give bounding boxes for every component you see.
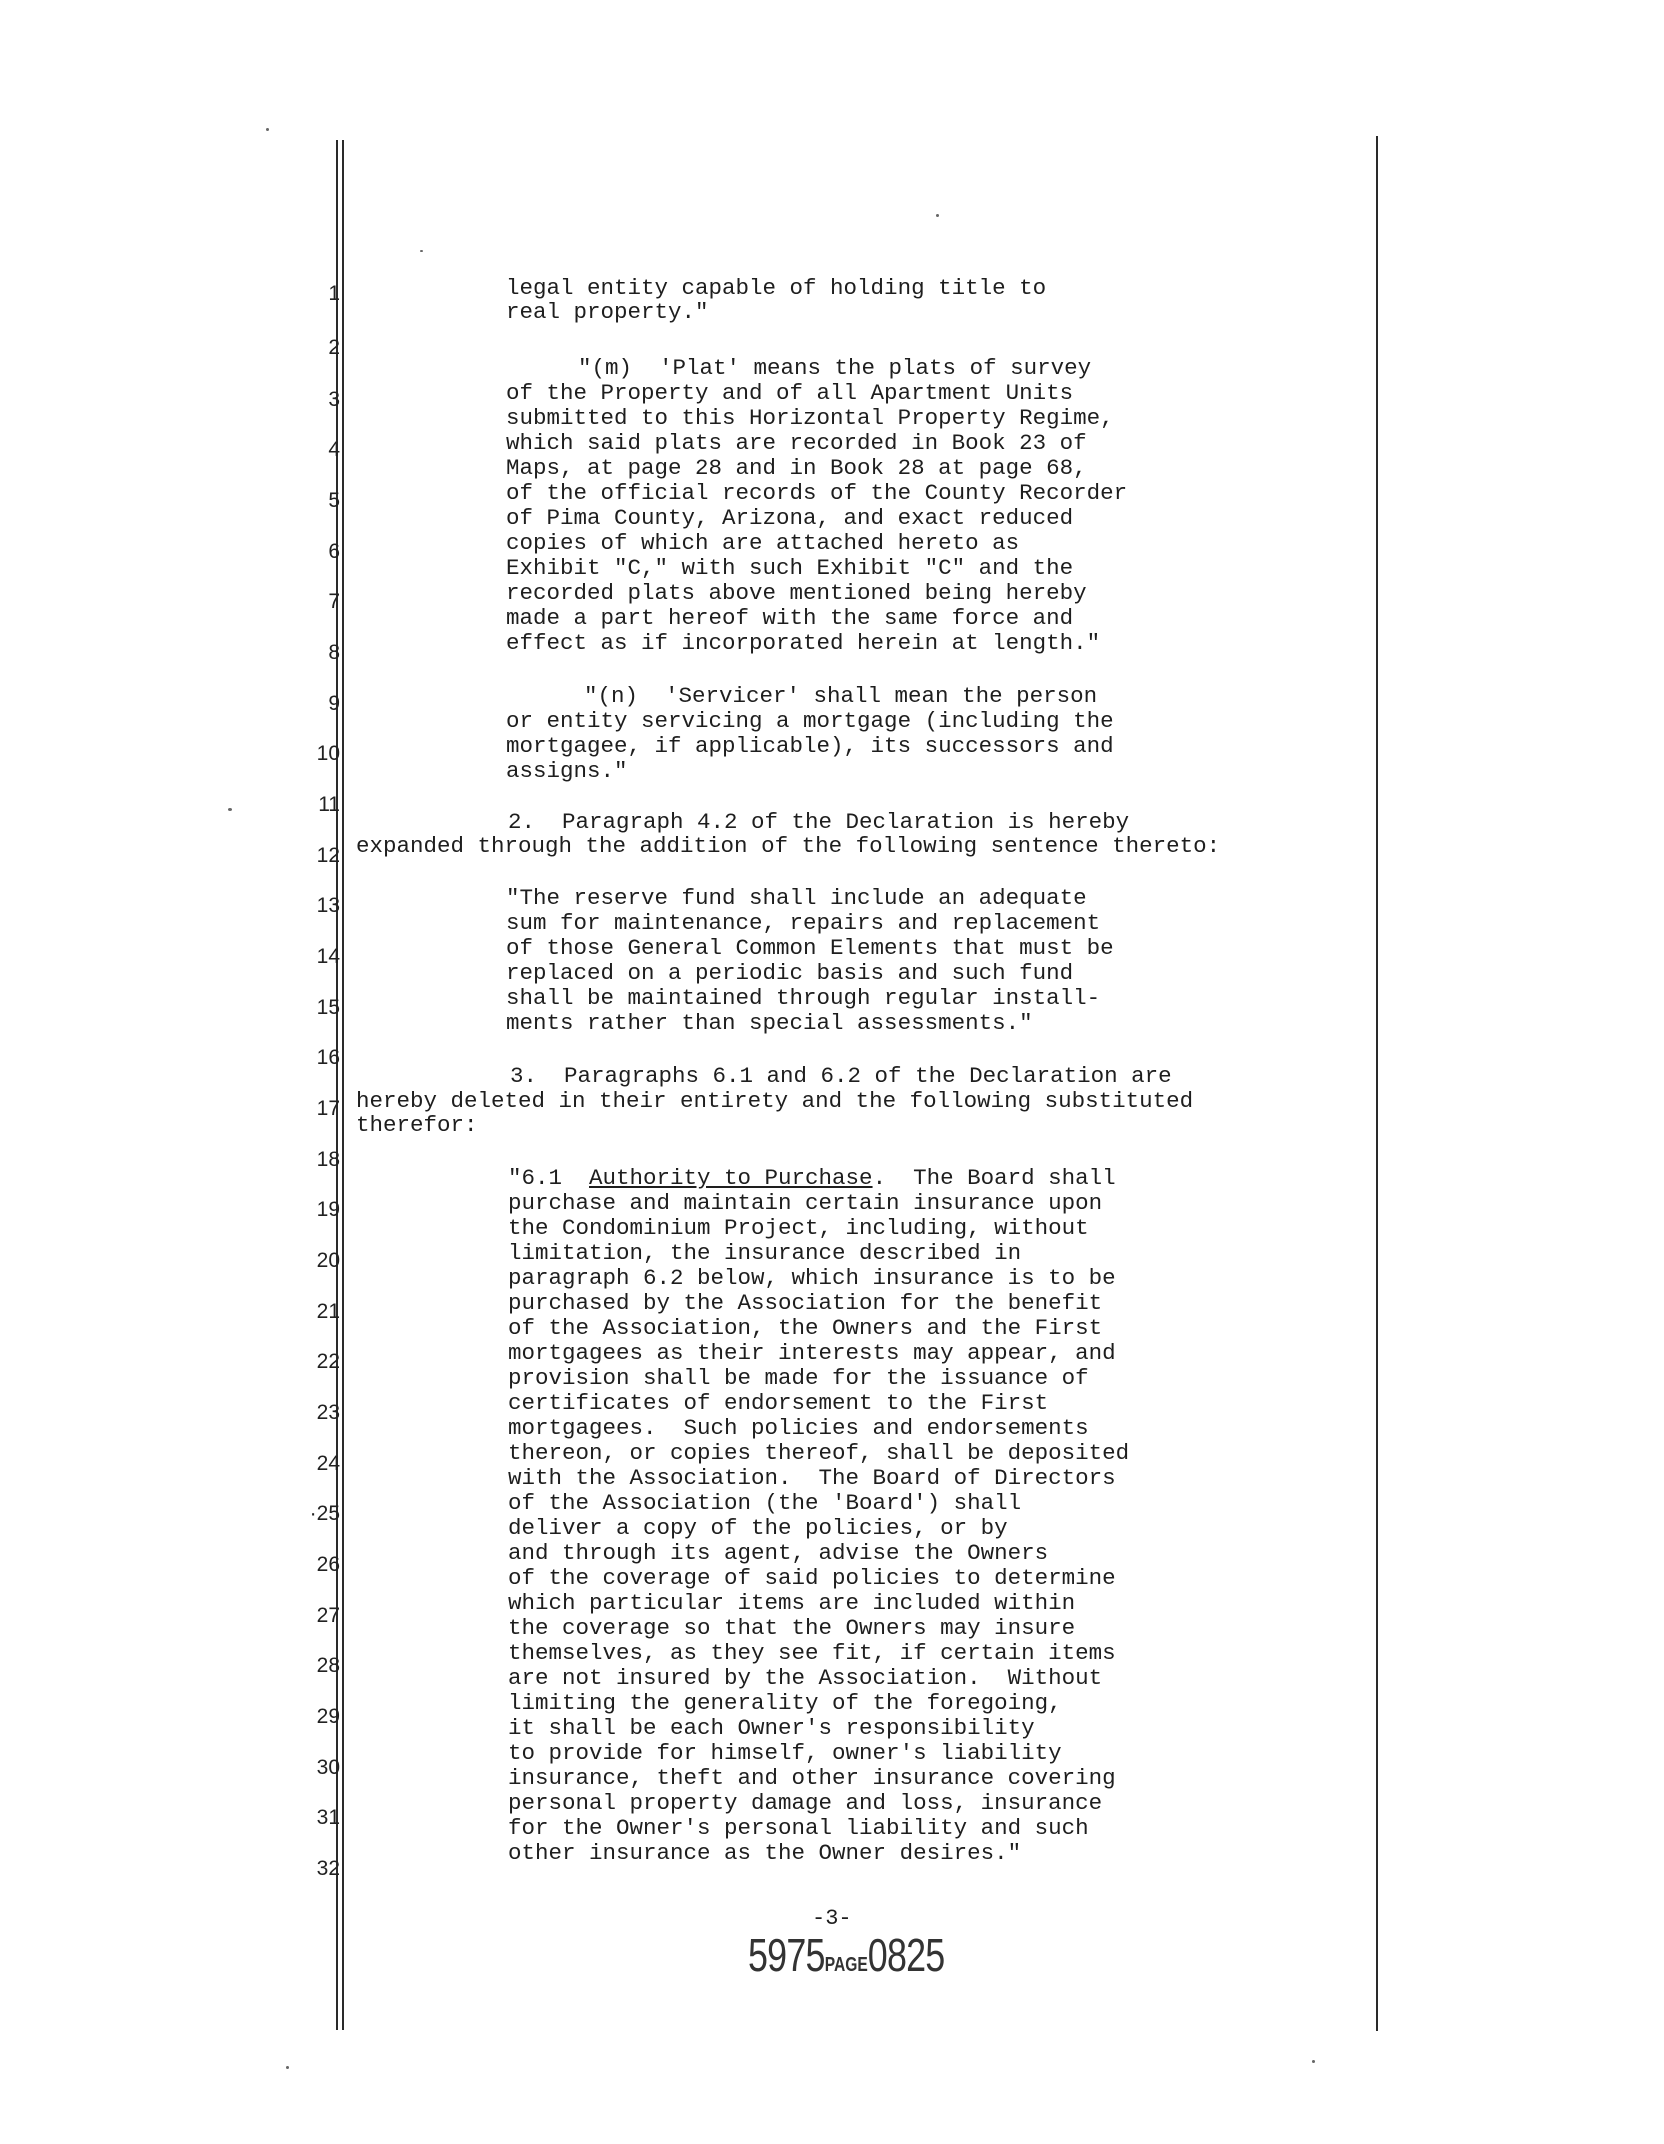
text-line: of those General Common Elements that must be [506,935,1114,961]
text-line: therefor: [356,1112,478,1138]
text-line: which said plats are recorded in Book 23 of [506,430,1087,456]
text-line: personal property damage and loss, insurance [508,1790,1103,1816]
text-line: paragraph 6.2 below, which insurance is to be [508,1265,1116,1291]
line-number: 27 [316,1604,340,1627]
text-line: "The reserve fund shall include an adequate [506,885,1087,911]
text-line: deliver a copy of the policies, or by [508,1515,1008,1541]
text-line: or entity servicing a mortgage (including the [506,708,1114,734]
text-line: it shall be each Owner's responsibility [508,1715,1035,1741]
line-number: 29 [316,1705,340,1728]
scan-speck [266,128,269,131]
line-number: 22 [316,1350,340,1373]
line-number: 13 [316,894,340,917]
line-number: 10 [316,742,340,765]
section-heading-underlined: Authority to Purchase [589,1165,873,1191]
text-line: themselves, as they see fit, if certain items [508,1640,1116,1666]
text-line [508,1166,1116,1191]
line-number: 6 [328,540,340,563]
line-number: 19 [316,1198,340,1221]
text-line: 2. Paragraph 4.2 of the Declaration is hereby [508,809,1130,835]
scan-speck [1312,2060,1315,2063]
line-number: 15 [316,996,340,1019]
section-number: "6.1 [508,1165,590,1191]
text-line: replaced on a periodic basis and such fund [506,960,1074,986]
text-line: 3. Paragraphs 6.1 and 6.2 of the Declaration are [510,1063,1172,1089]
text-line: mortgagees as their interests may appear, and [508,1340,1116,1366]
text-line: assigns." [506,758,628,784]
line-number: 16 [316,1046,340,1069]
line-number: 17 [316,1097,340,1120]
text-line: which particular items are included within [508,1590,1076,1616]
text-line: limiting the generality of the foregoing, [508,1690,1062,1716]
line-number: 26 [316,1553,340,1576]
line-number: 2 [328,336,340,359]
text-line: of the official records of the County Recorder [506,480,1128,506]
line-number: 20 [316,1249,340,1272]
book-page-number: 0825 [867,1929,945,1981]
text-line: real property." [506,299,709,325]
page-number: -3- [812,1906,852,1931]
recording-book-page-stamp [748,1928,944,1982]
text-line: submitted to this Horizontal Property Regime, [506,405,1114,431]
text-line: of the Property and of all Apartment Units [506,380,1074,406]
line-number: 1 [328,282,340,305]
scan-speck [420,250,423,252]
text-line: purchased by the Association for the benefit [508,1290,1103,1316]
line-number: 23 [316,1401,340,1424]
book-number: 5975 [748,1929,825,1981]
text-line: for the Owner's personal liability and such [508,1815,1089,1841]
line-number: 11 [318,793,340,816]
text-line: of the coverage of said policies to determine [508,1565,1116,1591]
text-line: purchase and maintain certain insurance upon [508,1190,1103,1216]
line-number: 5 [328,489,340,512]
line-number: 31 [316,1806,340,1829]
scan-speck [936,214,939,217]
line-number: 7 [328,590,340,613]
line-number: 8 [328,641,340,664]
text-line: sum for maintenance, repairs and replacement [506,910,1101,936]
text-line: certificates of endorsement to the First [508,1390,1049,1416]
line-number: 12 [316,844,340,867]
text-line: limitation, the insurance described in [508,1240,1022,1266]
text-line: other insurance as the Owner desires." [508,1840,1022,1866]
text-line: provision shall be made for the issuance of [508,1365,1089,1391]
text-line: effect as if incorporated herein at length." [506,630,1101,656]
line-number: 3 [328,388,340,411]
text-line: hereby deleted in their entirety and the following substituted [356,1088,1194,1114]
text-line: "(m) 'Plat' means the plats of survey [578,355,1092,381]
text-line: and through its agent, advise the Owners [508,1540,1049,1566]
text-line: recorded plats above mentioned being hereby [506,580,1087,606]
text-line: "(n) 'Servicer' shall mean the person [584,683,1098,709]
text-line: copies of which are attached hereto as [506,530,1020,556]
line-number: 18 [316,1148,340,1171]
text-line: of Pima County, Arizona, and exact reduced [506,505,1074,531]
text-line: mortgagee, if applicable), its successors and [506,733,1114,759]
text-line: of the Association (the 'Board') shall [508,1490,1022,1516]
line-number: 4 [328,438,340,461]
left-margin-rule-inner [342,140,344,2030]
text-line: of the Association, the Owners and the First [508,1315,1103,1341]
text-line: insurance, theft and other insurance covering [508,1765,1116,1791]
line-number: 21 [316,1300,340,1323]
right-margin-rule [1376,136,1378,2031]
scan-speck [286,2066,289,2069]
text-line: thereon, or copies thereof, shall be deposited [508,1440,1130,1466]
text-line: the coverage so that the Owners may insure [508,1615,1076,1641]
line-number: 32 [316,1857,340,1880]
text-line: Maps, at page 28 and in Book 28 at page 68, [506,455,1087,481]
page-label: PAGE [824,1954,868,1976]
scan-speck [228,808,232,811]
text-line: mortgagees. Such policies and endorsements [508,1415,1089,1441]
text-line: are not insured by the Association. Without [508,1665,1103,1691]
line-number: 14 [316,945,340,968]
text-line: Exhibit "C," with such Exhibit "C" and the [506,555,1074,581]
line-number: 24 [316,1452,340,1475]
text-line: the Condominium Project, including, without [508,1215,1089,1241]
text-line: legal entity capable of holding title to [506,275,1047,301]
text-line: ments rather than special assessments." [506,1010,1033,1036]
text-line: with the Association. The Board of Directors [508,1465,1116,1491]
text-line: expanded through the addition of the following sentence thereto: [356,833,1221,859]
left-margin-rule-outer [336,140,338,2030]
section-lead-text: . The Board shall [872,1165,1116,1191]
text-line: made a part hereof with the same force and [506,605,1074,631]
text-line: shall be maintained through regular install- [506,985,1101,1011]
line-number: 28 [316,1654,340,1677]
line-number: ·25 [309,1502,340,1525]
line-number: 30 [316,1756,340,1779]
text-line: to provide for himself, owner's liability [508,1740,1062,1766]
line-number: 9 [328,692,340,715]
